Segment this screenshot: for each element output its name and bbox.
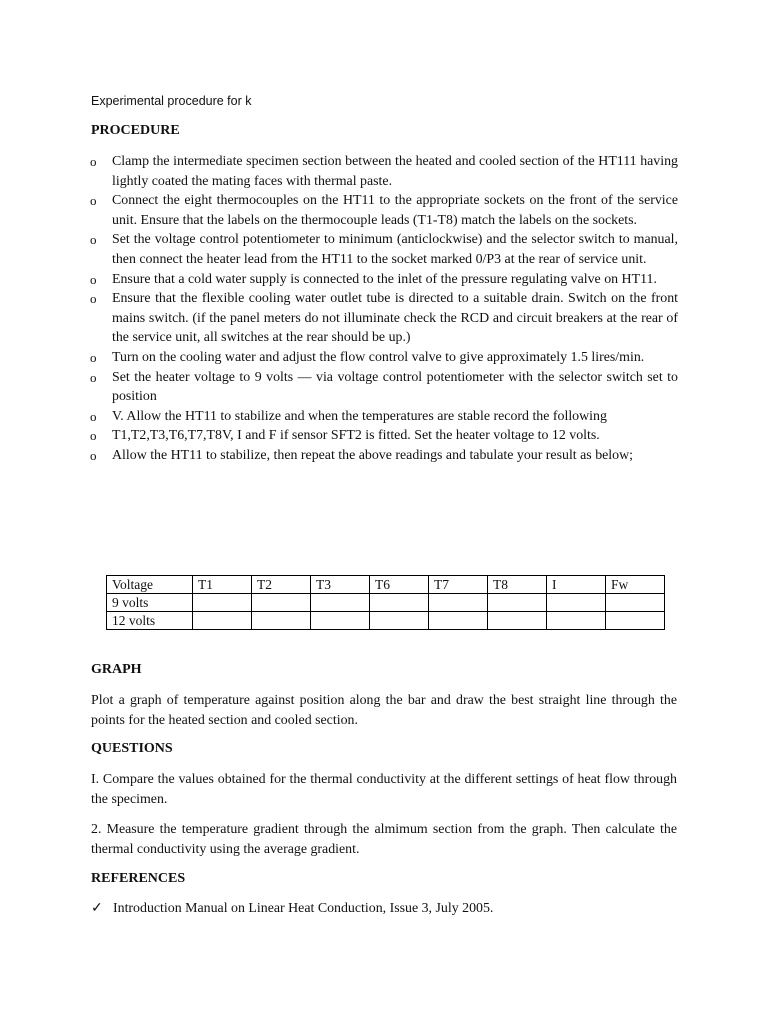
table-row bbox=[107, 594, 665, 612]
table-cell bbox=[429, 594, 488, 612]
reference-text: Introduction Manual on Linear Heat Conduction, Issue 3, July 2005. bbox=[113, 901, 494, 916]
table-row bbox=[107, 612, 665, 630]
table-cell bbox=[606, 594, 665, 612]
question-2: 2. Measure the temperature gradient through the almimum section from the graph. Then calculate the thermal conductivity using the average gradient. bbox=[91, 822, 677, 857]
table-cell bbox=[193, 594, 252, 612]
procedure-step: o Allow the HT11 to stabilize, then repeat the above readings and tabulate your result as below; bbox=[90, 447, 633, 463]
procedure-step: o Ensure that a cold water supply is connected to the inlet of the pressure regulating valve on HT11. bbox=[90, 271, 657, 287]
questions-heading: QUESTIONS bbox=[91, 741, 173, 756]
table-cell: 9 volts bbox=[107, 594, 193, 612]
table-cell bbox=[193, 612, 252, 630]
table-cell bbox=[311, 594, 370, 612]
table-cell bbox=[252, 594, 311, 612]
procedure-step: o Clamp the intermediate specimen section between the heated and cooled section of the HT111 having lightly coated the mating faces with thermal paste. bbox=[90, 154, 678, 189]
procedure-step: o V. Allow the HT11 to stabilize and when the temperatures are stable record the following bbox=[90, 408, 607, 424]
table-cell: 12 volts bbox=[107, 612, 193, 630]
table-cell bbox=[370, 594, 429, 612]
procedure-step: o T1,T2,T3,T6,T7,T8V, I and F if sensor SFT2 is fitted. Set the heater voltage to 12 volts. bbox=[90, 428, 600, 444]
graph-heading: GRAPH bbox=[91, 662, 142, 677]
table-header-cell: I bbox=[547, 576, 606, 594]
table-cell bbox=[370, 612, 429, 630]
table-cell bbox=[488, 594, 547, 612]
table-cell bbox=[311, 612, 370, 630]
table-cell bbox=[547, 594, 606, 612]
procedure-step: o Ensure that the flexible cooling water outlet tube is directed to a suitable drain. Switch on the front mains switch. (if the panel meters do not illuminate check the RCD and circuit breakers at the rear of the service unit, all switches at the rear should be up.) bbox=[90, 291, 678, 346]
table-header-cell: T3 bbox=[311, 576, 370, 594]
question-1: I. Compare the values obtained for the thermal conductivity at the different settings of heat flow through the specimen. bbox=[91, 772, 677, 807]
table-header-cell: Voltage bbox=[107, 576, 193, 594]
reference-item bbox=[91, 900, 493, 917]
table-header-row bbox=[107, 576, 665, 594]
procedure-step: o Set the heater voltage to 9 volts — via voltage control potentiometer with the selector switch set to position bbox=[90, 369, 678, 405]
procedure-heading: PROCEDURE bbox=[91, 123, 180, 138]
graph-paragraph: Plot a graph of temperature against position along the bar and draw the best straight line through the points for the heated section and cooled section. bbox=[91, 693, 677, 728]
document-title: Experimental procedure for k bbox=[91, 94, 252, 108]
procedure-list bbox=[90, 152, 678, 466]
table-cell bbox=[252, 612, 311, 630]
table-header-cell: T6 bbox=[370, 576, 429, 594]
table-cell bbox=[606, 612, 665, 630]
references-heading: REFERENCES bbox=[91, 871, 186, 886]
table-header-cell: Fw bbox=[606, 576, 665, 594]
procedure-step: o Turn on the cooling water and adjust the flow control valve to give approximately 1.5 lires/min. bbox=[90, 349, 645, 365]
checkmark-icon: ✓ bbox=[91, 901, 103, 916]
table-header-cell: T2 bbox=[252, 576, 311, 594]
table-header-cell: T1 bbox=[193, 576, 252, 594]
results-table bbox=[106, 575, 665, 630]
table-cell bbox=[488, 612, 547, 630]
table-header-cell: T8 bbox=[488, 576, 547, 594]
table-header-cell: T7 bbox=[429, 576, 488, 594]
table-cell bbox=[547, 612, 606, 630]
procedure-step: o Connect the eight thermocouples on the HT11 to the appropriate sockets on the front of the service unit. Ensure that the labels on the thermocouple leads (T1-T8) match the labels on the sockets. bbox=[90, 193, 678, 228]
table-cell bbox=[429, 612, 488, 630]
procedure-step: o Set the voltage control potentiometer to minimum (anticlockwise) and the selector switch to manual, then connect the heater lead from the HT11 to the socket marked 0/P3 at the rear of service unit. bbox=[90, 232, 678, 267]
